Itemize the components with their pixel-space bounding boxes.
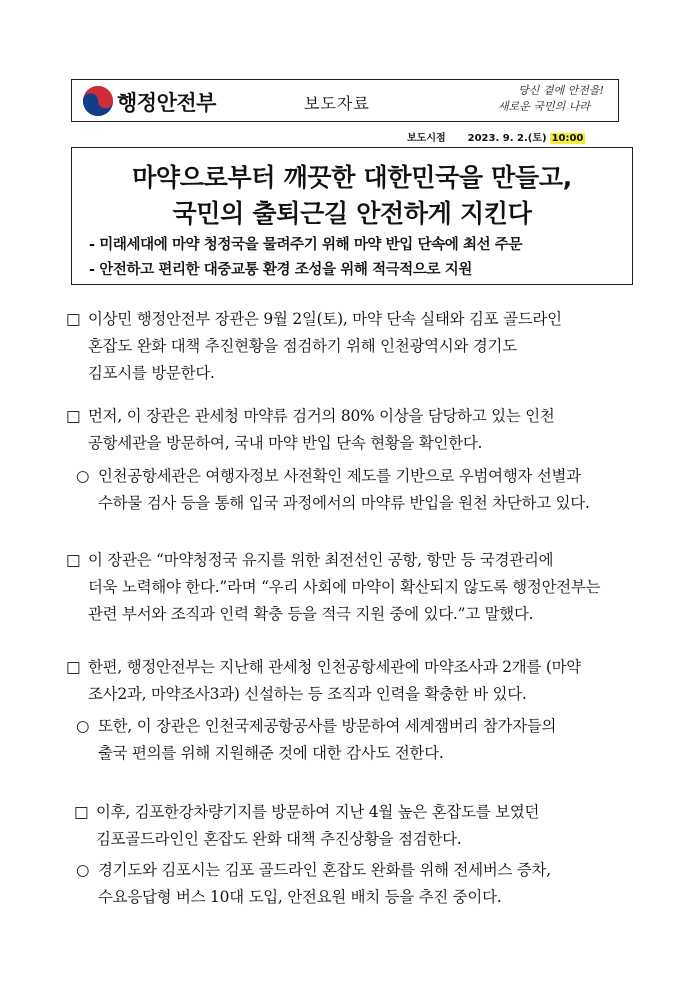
bullet-circle: ○ — [76, 861, 90, 879]
bullet-square: □ — [74, 803, 89, 821]
release-label: 보도시점 — [407, 133, 446, 144]
paragraph-4-detail — [76, 713, 556, 767]
paragraph-3 — [66, 547, 600, 628]
subheading-1: - 미래세대에 마약 청정국을 물려주기 위해 마약 반입 단속에 최선 주문 — [89, 237, 523, 253]
paragraph-line: □ 이 장관은 “마약청정국 유지를 위한 최전선인 공항, 항만 등 국경관리에 — [66, 547, 600, 574]
release-date: 2023. 9. 2.(토) — [467, 133, 547, 144]
release-info — [407, 129, 585, 144]
paragraph-line: 김포시를 방문한다. — [88, 364, 215, 382]
paragraph-line: 관련 부서와 조직과 인력 확충 등을 적극 지원 중에 있다.”고 말했다. — [88, 605, 534, 623]
headline-line-1: 마약으로부터 깨끗한 대한민국을 만들고, — [132, 163, 572, 192]
paragraph-line: 혼잡도 완화 대책 추진현황을 점검하기 위해 인천광역시와 경기도 — [88, 337, 517, 355]
headline-line-2: 국민의 출퇴근길 안전하게 지킨다 — [172, 199, 532, 228]
paragraph-2-detail — [76, 463, 590, 517]
paragraph-4 — [66, 654, 581, 708]
title-box — [71, 147, 633, 285]
paragraph-5-detail — [76, 857, 551, 911]
paragraph-line: 조사2과, 마약조사3과) 신설하는 등 조직과 인력을 확충한 바 있다. — [88, 685, 527, 703]
bullet-circle: ○ — [76, 717, 90, 735]
handwritten-slogan — [476, 83, 616, 119]
bullet-square: □ — [66, 310, 81, 328]
paragraph-1 — [66, 306, 562, 387]
paragraph-line: 더욱 노력해야 한다.”라며 “우리 사회에 마약이 확산되지 않도록 행정안전부는 — [88, 578, 601, 596]
paragraph-line: 김포골드라인인 혼잡도 완화 대책 추진상황을 점검한다. — [96, 830, 462, 848]
paragraph-line: □ 한편, 행정안전부는 지난해 관세청 인천공항세관에 마약조사과 2개를 (마약 — [66, 654, 581, 681]
ministry-logo-icon — [82, 85, 114, 117]
subheading-2: - 안전하고 편리한 대중교통 환경 조성을 위해 적극적으로 지원 — [89, 262, 472, 278]
paragraph-line: 공항세관을 방문하여, 국내 마약 반입 단속 현황을 확인한다. — [88, 434, 483, 452]
bullet-square: □ — [66, 658, 81, 676]
bullet-square: □ — [66, 407, 81, 425]
paragraph-line: 출국 편의를 위해 지원해준 것에 대한 감사도 전한다. — [98, 744, 444, 762]
paragraph-line: □ 이상민 행정안전부 장관은 9월 2일(토), 마약 단속 실태와 김포 골드라인 — [66, 306, 562, 333]
paragraph-line: ○ 인천공항세관은 여행자정보 사전확인 제도를 기반으로 우범여행자 선별과 — [76, 463, 590, 490]
paragraph-line: ○ 경기도와 김포시는 김포 골드라인 혼잡도 완화를 위해 전세버스 증차, — [76, 857, 551, 884]
paragraph-line: ○ 또한, 이 장관은 인천국제공항공사를 방문하여 세계잼버리 참가자들의 — [76, 713, 556, 740]
paragraph-line: 수하물 검사 등을 통해 입국 과정에서의 마약류 반입을 원천 차단하고 있다. — [98, 494, 590, 512]
header-box — [71, 79, 619, 122]
slogan-line-2: 새로운 국민의 나라 — [497, 100, 590, 113]
ministry-name: 행정안전부 — [117, 91, 216, 115]
paragraph-2 — [66, 403, 555, 457]
bullet-circle: ○ — [76, 467, 90, 485]
release-time: 10:00 — [551, 133, 584, 144]
document-type: 보도자료 — [304, 94, 370, 113]
paragraph-5 — [74, 799, 539, 853]
paragraph-line: □ 먼저, 이 장관은 관세청 마약류 검거의 80% 이상을 담당하고 있는 인천 — [66, 403, 555, 430]
slogan-line-1: 당신 곁에 안전을! — [518, 84, 604, 97]
bullet-square: □ — [66, 551, 81, 569]
paragraph-line: □ 이후, 김포한강차량기지를 방문하여 지난 4월 높은 혼잡도를 보였던 — [74, 799, 539, 826]
paragraph-line: 수요응답형 버스 10대 도입, 안전요원 배치 등을 추진 중이다. — [98, 888, 502, 906]
